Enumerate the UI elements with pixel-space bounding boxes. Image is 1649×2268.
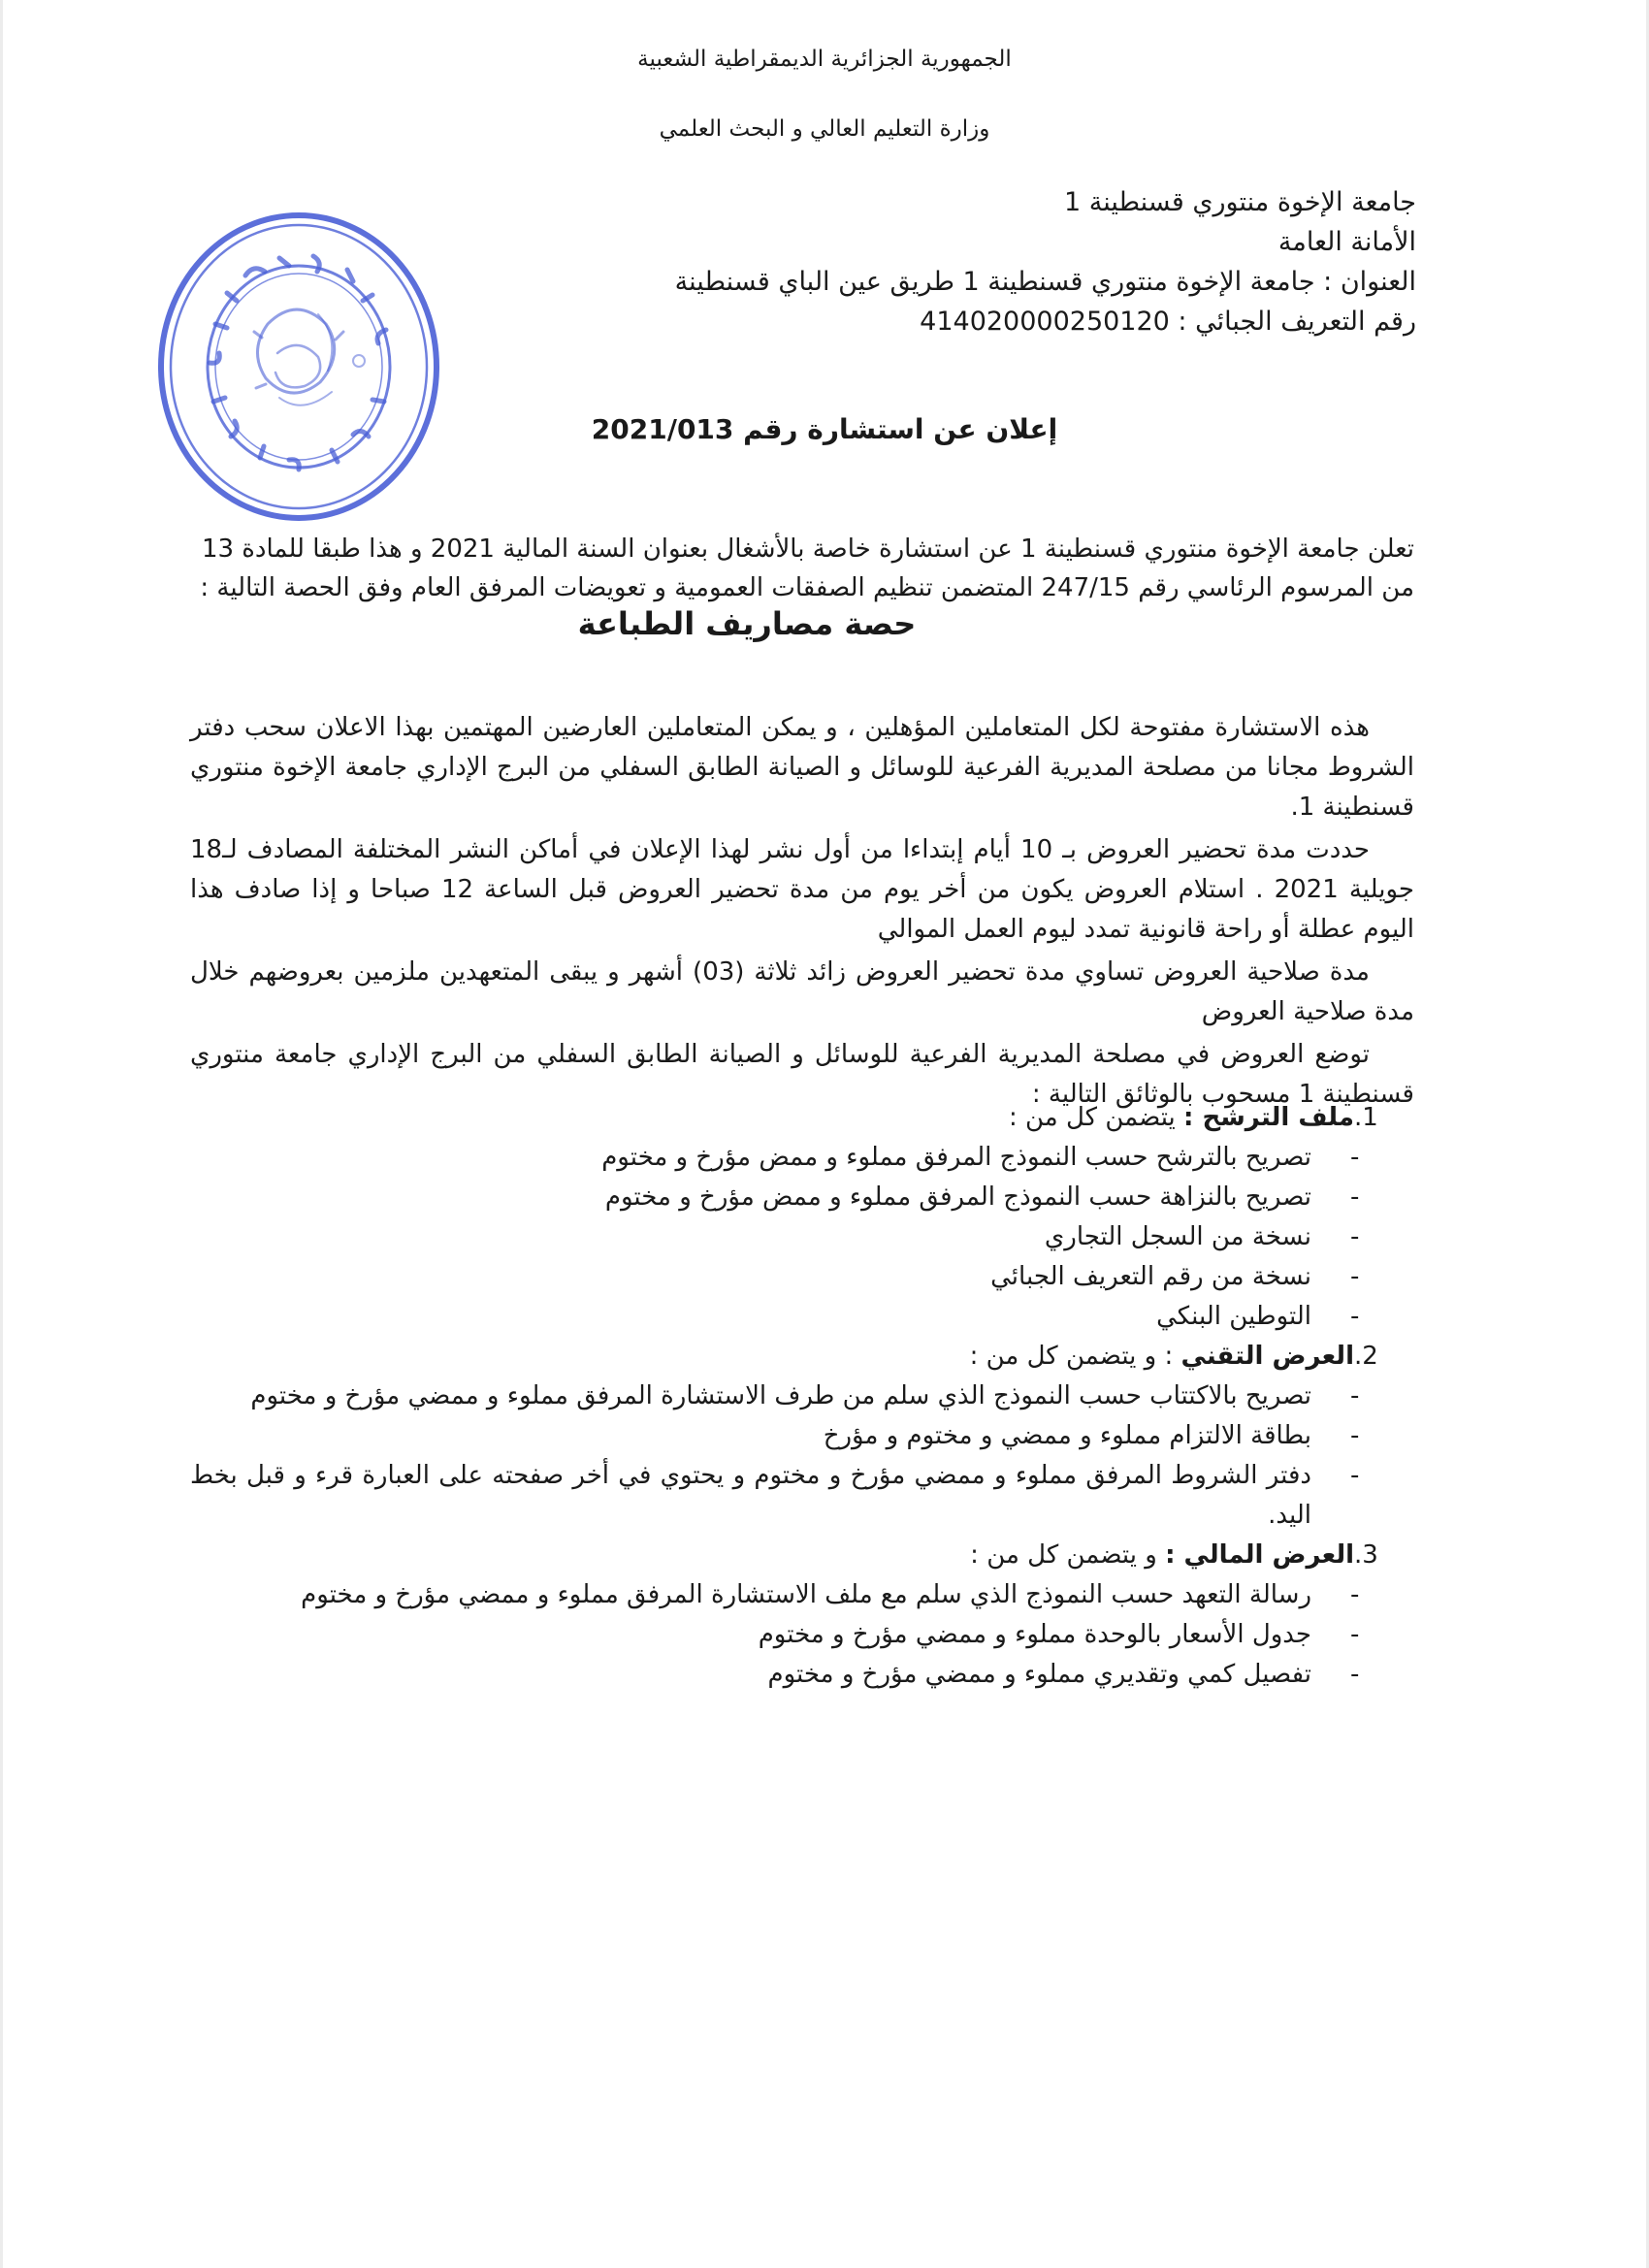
section-number: 3.: [1354, 1540, 1378, 1570]
lot-title: حصة مصاريف الطباعة: [577, 605, 917, 642]
body-paragraphs: [190, 708, 1414, 1115]
bullet-dash: -: [1350, 1222, 1360, 1251]
list-item-text: التوطين البنكي: [1156, 1302, 1311, 1331]
paragraph-consultation-open: هذه الاستشارة مفتوحة لكل المتعاملين المؤهلين ، و يمكن المتعاملين العارضين المهتمين بهذا الاعلان سحب دفتر الشروط مجانا من مصلحة المديرية الفرعية للوسائل و الصيانة الطابق السفلي من البرج الإداري جامعة الإخوة منتوري قسنطينة 1.: [190, 713, 1414, 822]
section-items: [190, 1575, 1414, 1695]
list-item-text: تصريح بالترشح حسب النموذج المرفق مملوء و ممض مؤرخ و مختوم: [601, 1143, 1311, 1172]
list-item-text: تفصيل كمي وتقديري مملوء و ممضي مؤرخ و مختوم: [767, 1660, 1311, 1689]
announcement-intro: [190, 530, 1414, 607]
list-item-text: تصريح بالنزاهة حسب النموذج المرفق مملوء و ممض مؤرخ و مختوم: [604, 1183, 1311, 1212]
section-title: ملف الترشح :: [1183, 1103, 1354, 1132]
section-number: 1.: [1354, 1103, 1378, 1132]
announcement-title: إعلان عن استشارة رقم 2021/013: [591, 413, 1058, 445]
list-item: [190, 1178, 1414, 1217]
section-heading-text: [970, 1536, 1354, 1575]
list-item: [190, 1416, 1414, 1456]
scan-edge-left: [0, 0, 3, 2268]
list-item: [190, 1377, 1414, 1416]
section-number: 2.: [1354, 1342, 1378, 1371]
required-documents: [190, 1098, 1414, 1695]
bullet-dash: -: [1350, 1262, 1360, 1291]
list-item: [190, 1456, 1414, 1536]
section-heading-text: [970, 1337, 1354, 1377]
section-heading: [190, 1098, 1414, 1138]
list-item: [190, 1138, 1414, 1178]
bullet-dash: -: [1350, 1381, 1360, 1410]
list-item: [190, 1217, 1414, 1257]
section-title: العرض التقني: [1180, 1342, 1354, 1371]
organization-tax-id: رقم التعريف الجبائي : 414020000250120: [920, 307, 1416, 337]
section-heading-text: [1009, 1098, 1354, 1138]
section-suffix: : و يتضمن كل من :: [969, 1342, 1181, 1371]
paragraph-validity-period: مدة صلاحية العروض تساوي مدة تحضير العروض زائد ثلاثة (03) أشهر و يبقى المتعهدين ملزمين بعروضهم خلال مدة صلاحية العروض: [190, 957, 1414, 1026]
list-item-text: نسخة من السجل التجاري: [1044, 1222, 1311, 1251]
intro-line-1: تعلن جامعة الإخوة منتوري قسنطينة 1 عن استشارة خاصة بالأشغال بعنوان السنة المالية 2021 و هذا طبقا للمادة 13: [201, 535, 1414, 564]
organization-block: [543, 182, 1416, 341]
list-item-text: نسخة من رقم التعريف الجبائي: [990, 1262, 1311, 1291]
republic-header: الجمهورية الجزائرية الديمقراطية الشعبية: [637, 47, 1012, 72]
list-item: [190, 1575, 1414, 1615]
ministry-header: وزارة التعليم العالي و البحث العلمي: [659, 116, 990, 142]
list-item-text: دفتر الشروط المرفق مملوء و ممضي مؤرخ و مختوم و يحتوي في أخر صفحته على العبارة قرء و قبل بخط اليد.: [190, 1461, 1311, 1530]
section-technical-offer: [190, 1337, 1414, 1536]
list-item-text: بطاقة الالتزام مملوء و ممضي و مختوم و مؤرخ: [823, 1421, 1311, 1450]
official-stamp-icon: [153, 208, 444, 526]
section-heading: [190, 1337, 1414, 1377]
list-item: [190, 1257, 1414, 1297]
organization-department: الأمانة العامة: [1277, 227, 1416, 257]
list-item: [190, 1615, 1414, 1655]
paragraph-submission-place: توضع العروض في مصلحة المديرية الفرعية للوسائل و الصيانة الطابق السفلي من البرج الإداري جامعة منتوري قسنطينة 1 مسحوب بالوثائق التالية :: [190, 1040, 1414, 1109]
section-title: العرض المالي :: [1165, 1540, 1354, 1570]
list-item-text: رسالة التعهد حسب النموذج الذي سلم مع ملف الاستشارة المرفق مملوء و ممضي مؤرخ و مختوم: [301, 1580, 1311, 1609]
list-item: [190, 1297, 1414, 1337]
bullet-dash: -: [1350, 1580, 1360, 1609]
organization-name: جامعة الإخوة منتوري قسنطينة 1: [1063, 187, 1416, 217]
paragraph-preparation-period: حددت مدة تحضير العروض بـ 10 أيام إبتداءا من أول نشر لهذا الإعلان في أماكن النشر المختلفة المصادف لـ18 جويلية 2021 . استلام العروض يكون من أخر يوم من مدة تحضير العروض قبل الساعة 12 صباحا و إذا صادف هذا اليوم عطلة أو راحة قانونية تمدد ليوم العمل الموالي: [190, 835, 1414, 944]
list-item: [190, 1655, 1414, 1695]
bullet-dash: -: [1350, 1660, 1360, 1689]
section-suffix: يتضمن كل من :: [1008, 1103, 1184, 1132]
bullet-dash: -: [1350, 1620, 1360, 1649]
bullet-dash: -: [1350, 1302, 1360, 1331]
section-heading: [190, 1536, 1414, 1575]
section-suffix: و يتضمن كل من :: [970, 1540, 1166, 1570]
intro-line-2: من المرسوم الرئاسي رقم 247/15 المتضمن تنظيم الصفقات العمومية و تعويضات المرفق العام وفق الحصة التالية :: [200, 573, 1414, 602]
list-item-text: تصريح بالاكتتاب حسب النموذج الذي سلم من طرف الاستشارة المرفق مملوء و ممضي مؤرخ و مختوم: [250, 1381, 1311, 1410]
organization-address: العنوان : جامعة الإخوة منتوري قسنطينة 1 طريق عين الباي قسنطينة: [674, 267, 1416, 297]
section-financial-offer: [190, 1536, 1414, 1695]
list-item-text: جدول الأسعار بالوحدة مملوء و ممضي مؤرخ و مختوم: [758, 1620, 1311, 1649]
bullet-dash: -: [1350, 1421, 1360, 1450]
section-items: [190, 1138, 1414, 1337]
bullet-dash: -: [1350, 1143, 1360, 1172]
bullet-dash: -: [1350, 1183, 1360, 1212]
section-candidacy-file: [190, 1098, 1414, 1337]
bullet-dash: -: [1350, 1461, 1360, 1490]
section-items: [190, 1377, 1414, 1536]
